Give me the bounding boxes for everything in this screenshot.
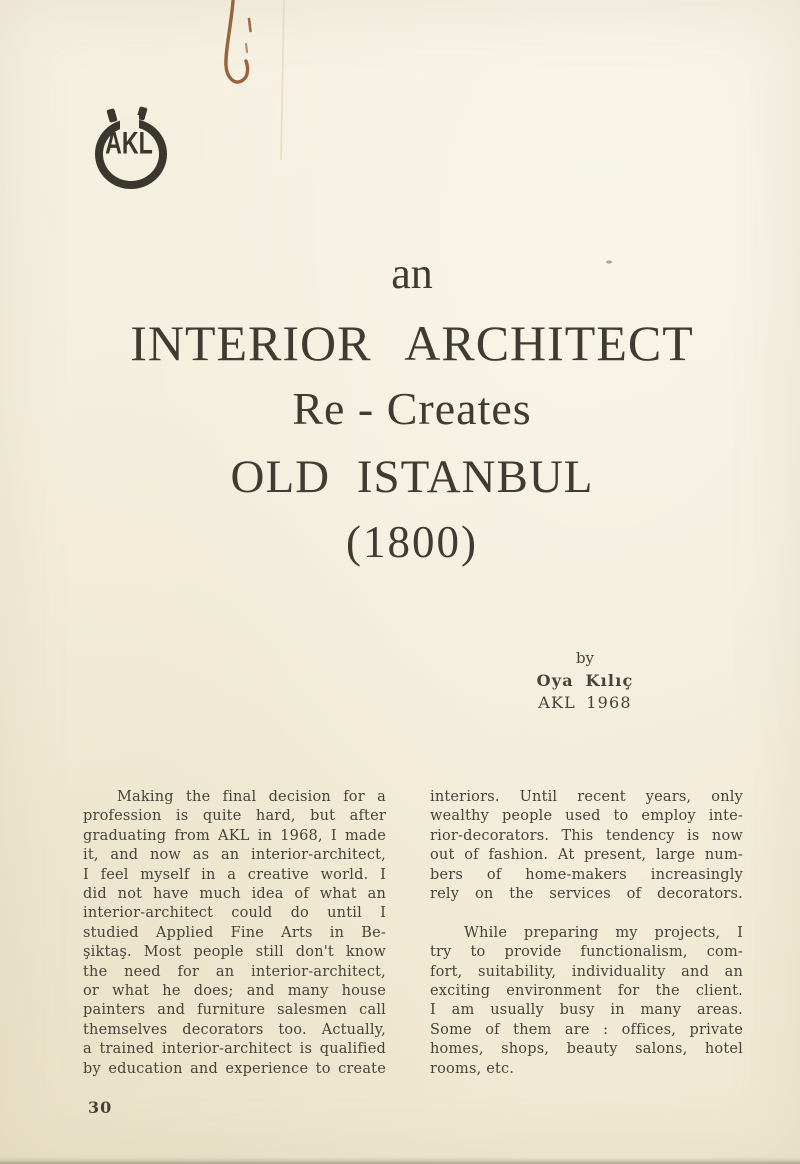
text-line: painters and furniture salesmen call [83, 1002, 386, 1019]
byline [479, 649, 691, 712]
text-line: homes, shops, beauty salons, hotel [430, 1041, 743, 1058]
text-line: rely on the services of decorators. [430, 886, 743, 903]
text-line: rooms, etc. [430, 1060, 515, 1077]
paragraph [83, 788, 386, 1079]
right-column [430, 788, 743, 1079]
text-line: bers of home-makers increasingly [430, 866, 743, 883]
text-line: Some of them are : offices, private [430, 1021, 743, 1038]
text-line: graduating from AKL in 1968, I made [83, 827, 386, 844]
text-line: a trained interior-architect is qualified [83, 1041, 386, 1058]
paragraph [430, 788, 743, 904]
text-line: did not have much idea of what an [83, 886, 386, 903]
text-line: the need for an interior-architect, [83, 963, 386, 980]
byline-by: by [575, 649, 595, 667]
byline-author: Oya Kılıç [536, 671, 634, 690]
text-line: studied Applied Fine Arts in Be- [83, 924, 386, 941]
text-line: out of fashion. At present, large num- [430, 847, 743, 864]
page-number: 30 [88, 1098, 113, 1117]
text-line: fort, suitability, individuality and an [430, 963, 743, 980]
text-line: it, and now as an interior-architect, [83, 847, 386, 864]
byline-school: AKL 1968 [538, 693, 632, 712]
paragraph [430, 924, 743, 1079]
text-line: I feel myself in a creative world. I [83, 866, 386, 883]
text-line: themselves decorators too. Actually, [83, 1021, 386, 1038]
logo-letters: AKL [105, 126, 153, 162]
text-line: rior-decorators. This tendency is now [430, 827, 743, 844]
text-line: by education and experience to create [83, 1060, 386, 1077]
text-line: wealthy people used to employ inte- [430, 808, 743, 825]
pen-mark-dash-1 [249, 19, 251, 31]
text-line: interior-architect could do until I [83, 905, 386, 922]
title-line-4: OLD ISTANBUL [230, 451, 594, 503]
logo-dot-left-icon [106, 108, 117, 123]
text-line: While preparing my projects, I [464, 924, 743, 941]
pen-mark-dash-2 [246, 44, 247, 52]
pen-mark-hook [226, 1, 248, 82]
paper-scratch [281, 0, 284, 160]
text-line: I am usually busy in many areas. [430, 1002, 743, 1019]
text-line: or what he does; and many house [83, 983, 386, 1000]
akl-school-logo [92, 103, 170, 195]
title-line-3: Re - Creates [292, 383, 532, 434]
text-line: try to provide functionalism, com- [430, 944, 743, 961]
text-line: Making the final decision for a [117, 789, 386, 805]
text-line: interiors. Until recent years, only [430, 789, 743, 805]
scan-bottom-edge [0, 1157, 800, 1164]
title-line-1: an [391, 249, 433, 298]
title-line-2: INTERIOR ARCHITECT [130, 315, 694, 371]
text-line: exciting environment for the client. [430, 983, 743, 1000]
title-line-5: (1800) [346, 517, 478, 567]
text-line: profession is quite hard, but after [83, 808, 386, 825]
left-column [83, 788, 386, 1079]
text-line: şiktaş. Most people still don't know [83, 944, 386, 961]
